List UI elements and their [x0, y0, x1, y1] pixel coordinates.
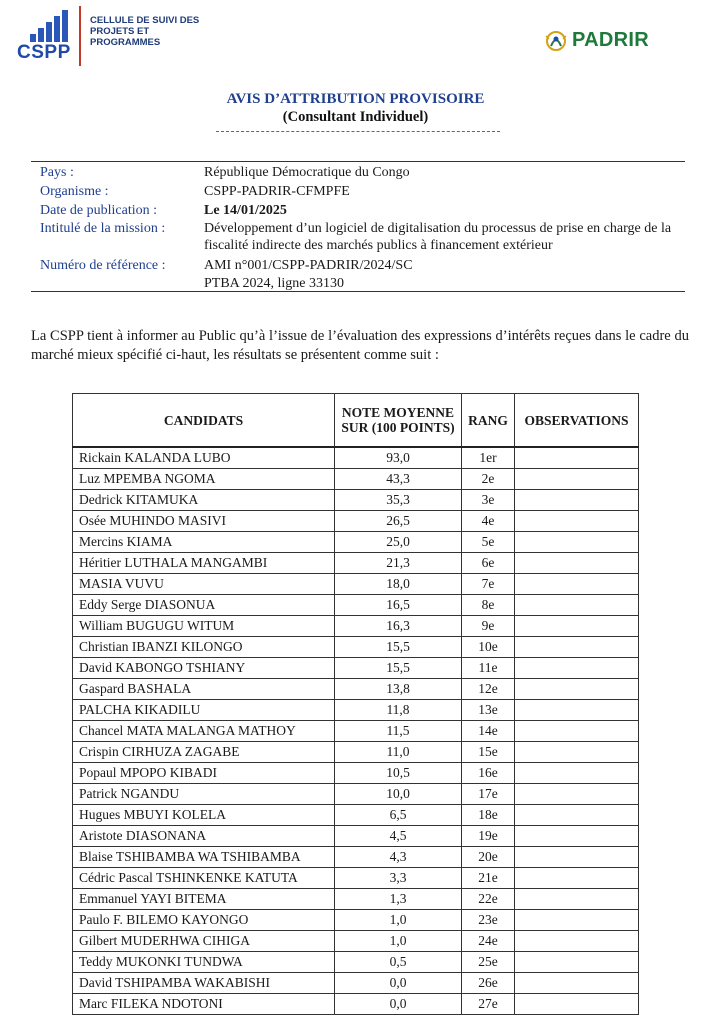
candidate-note: 26,5	[335, 511, 462, 532]
table-row	[73, 511, 639, 532]
candidate-rang: 10e	[462, 637, 515, 658]
candidate-name: Teddy MUKONKI TUNDWA	[73, 952, 335, 973]
table-row	[73, 910, 639, 931]
padrir-logo-text: PADRIR	[572, 29, 649, 51]
candidate-name: Gaspard BASHALA	[73, 679, 335, 700]
padrir-emblem-icon	[543, 30, 573, 52]
cspp-full-name: CELLULE DE SUIVI DES PROJETS ET PROGRAMMES	[90, 15, 200, 48]
table-row	[73, 469, 639, 490]
candidate-observations	[515, 700, 639, 721]
candidate-observations	[515, 469, 639, 490]
candidate-name: Luz MPEMBA NGOMA	[73, 469, 335, 490]
table-row	[73, 889, 639, 910]
header-rang: RANG	[462, 394, 515, 448]
candidate-note: 16,5	[335, 595, 462, 616]
candidate-observations	[515, 511, 639, 532]
table-row	[73, 658, 639, 679]
candidate-name: Gilbert MUDERHWA CIHIGA	[73, 931, 335, 952]
candidate-rang: 22e	[462, 889, 515, 910]
candidate-name: David TSHIPAMBA WAKABISHI	[73, 973, 335, 994]
candidate-note: 6,5	[335, 805, 462, 826]
candidate-observations	[515, 910, 639, 931]
table-row	[73, 595, 639, 616]
candidate-observations	[515, 616, 639, 637]
table-row	[73, 679, 639, 700]
candidate-rang: 9e	[462, 616, 515, 637]
candidate-name: Chancel MATA MALANGA MATHOY	[73, 721, 335, 742]
candidate-name: Osée MUHINDO MASIVI	[73, 511, 335, 532]
candidate-observations	[515, 805, 639, 826]
candidate-note: 10,5	[335, 763, 462, 784]
candidate-observations	[515, 826, 639, 847]
table-row	[73, 805, 639, 826]
candidate-observations	[515, 595, 639, 616]
candidate-rang: 26e	[462, 973, 515, 994]
candidate-rang: 16e	[462, 763, 515, 784]
candidate-rang: 20e	[462, 847, 515, 868]
organisme-label: Organisme :	[40, 184, 109, 199]
organisme-value: CSPP-PADRIR-CFMPFE	[204, 184, 350, 199]
candidate-observations	[515, 721, 639, 742]
candidate-name: Christian IBANZI KILONGO	[73, 637, 335, 658]
candidate-observations	[515, 931, 639, 952]
candidate-rang: 17e	[462, 784, 515, 805]
page-subtitle: (Consultant Individuel)	[282, 109, 429, 125]
candidate-observations	[515, 868, 639, 889]
candidate-rang: 6e	[462, 553, 515, 574]
candidate-name: Rickain KALANDA LUBO	[73, 447, 335, 469]
candidate-name: Aristote DIASONANA	[73, 826, 335, 847]
candidate-note: 15,5	[335, 637, 462, 658]
candidate-name: Mercins KIAMA	[73, 532, 335, 553]
candidate-rang: 1er	[462, 447, 515, 469]
info-bottom-rule	[31, 291, 685, 292]
candidate-observations	[515, 994, 639, 1015]
candidate-note: 3,3	[335, 868, 462, 889]
candidate-observations	[515, 447, 639, 469]
candidate-observations	[515, 658, 639, 679]
candidate-rang: 21e	[462, 868, 515, 889]
candidate-note: 18,0	[335, 574, 462, 595]
table-row	[73, 826, 639, 847]
table-row	[73, 490, 639, 511]
candidate-name: Héritier LUTHALA MANGAMBI	[73, 553, 335, 574]
candidate-note: 11,8	[335, 700, 462, 721]
header-note: NOTE MOYENNE SUR (100 POINTS)	[335, 394, 462, 448]
cspp-bars-icon	[30, 8, 80, 42]
candidate-note: 4,3	[335, 847, 462, 868]
candidate-rang: 3e	[462, 490, 515, 511]
candidate-name: Eddy Serge DIASONUA	[73, 595, 335, 616]
candidate-observations	[515, 784, 639, 805]
reference-value: AMI n°001/CSPP-PADRIR/2024/SC	[204, 258, 413, 273]
candidate-name: Popaul MPOPO KIBADI	[73, 763, 335, 784]
table-row	[73, 532, 639, 553]
candidate-rang: 8e	[462, 595, 515, 616]
candidate-note: 13,8	[335, 679, 462, 700]
candidate-note: 0,0	[335, 994, 462, 1015]
table-row	[73, 952, 639, 973]
candidate-name: William BUGUGU WITUM	[73, 616, 335, 637]
table-row	[73, 973, 639, 994]
info-top-rule	[31, 161, 685, 162]
candidate-name: MASIA VUVU	[73, 574, 335, 595]
date-label: Date de publication :	[40, 203, 158, 218]
candidate-name: David KABONGO TSHIANY	[73, 658, 335, 679]
candidate-rang: 14e	[462, 721, 515, 742]
candidate-name: Marc FILEKA NDOTONI	[73, 994, 335, 1015]
candidate-note: 43,3	[335, 469, 462, 490]
candidate-name: Emmanuel YAYI BITEMA	[73, 889, 335, 910]
candidate-rang: 24e	[462, 931, 515, 952]
candidate-observations	[515, 847, 639, 868]
cspp-logo-text: CSPP	[17, 42, 71, 63]
candidate-observations	[515, 532, 639, 553]
table-row	[73, 931, 639, 952]
date-value: Le 14/01/2025	[204, 203, 287, 218]
mission-label: Intitulé de la mission :	[40, 221, 166, 236]
candidate-rang: 25e	[462, 952, 515, 973]
table-row	[73, 742, 639, 763]
title-divider	[216, 131, 500, 132]
pays-label: Pays :	[40, 165, 74, 180]
candidate-name: Paulo F. BILEMO KAYONGO	[73, 910, 335, 931]
padrir-logo	[543, 30, 683, 52]
candidate-rang: 7e	[462, 574, 515, 595]
candidate-rang: 27e	[462, 994, 515, 1015]
candidate-name: Hugues MBUYI KOLELA	[73, 805, 335, 826]
candidate-observations	[515, 742, 639, 763]
table-row	[73, 721, 639, 742]
mission-value: Développement d’un logiciel de digitalisation du processus de prise en charge de la fiscalité indirecte des marchés publics à financement extérieur	[204, 221, 672, 253]
candidate-note: 1,3	[335, 889, 462, 910]
candidate-note: 93,0	[335, 447, 462, 469]
results-table-body	[73, 447, 639, 1015]
candidate-note: 35,3	[335, 490, 462, 511]
candidate-note: 1,0	[335, 910, 462, 931]
cspp-logo	[14, 6, 214, 68]
table-row	[73, 700, 639, 721]
results-table	[72, 393, 639, 1015]
candidate-rang: 2e	[462, 469, 515, 490]
pays-value: République Démocratique du Congo	[204, 165, 410, 180]
table-row	[73, 784, 639, 805]
table-row	[73, 553, 639, 574]
table-row	[73, 994, 639, 1015]
table-row	[73, 447, 639, 469]
ptba-value: PTBA 2024, ligne 33130	[204, 276, 345, 291]
candidate-note: 25,0	[335, 532, 462, 553]
candidate-name: Patrick NGANDU	[73, 784, 335, 805]
candidate-rang: 13e	[462, 700, 515, 721]
candidate-rang: 18e	[462, 805, 515, 826]
reference-label: Numéro de référence :	[40, 258, 166, 273]
candidate-note: 10,0	[335, 784, 462, 805]
candidate-observations	[515, 553, 639, 574]
table-row	[73, 847, 639, 868]
candidate-observations	[515, 889, 639, 910]
candidate-name: Cédric Pascal TSHINKENKE KATUTA	[73, 868, 335, 889]
candidate-note: 16,3	[335, 616, 462, 637]
candidate-observations	[515, 973, 639, 994]
candidate-rang: 11e	[462, 658, 515, 679]
candidate-name: Dedrick KITAMUKA	[73, 490, 335, 511]
candidate-note: 0,0	[335, 973, 462, 994]
candidate-observations	[515, 637, 639, 658]
candidate-note: 11,0	[335, 742, 462, 763]
candidate-note: 11,5	[335, 721, 462, 742]
table-row	[73, 616, 639, 637]
table-row	[73, 868, 639, 889]
candidate-note: 4,5	[335, 826, 462, 847]
candidate-name: PALCHA KIKADILU	[73, 700, 335, 721]
candidate-observations	[515, 679, 639, 700]
candidate-observations	[515, 574, 639, 595]
header-candidats: CANDIDATS	[73, 394, 335, 448]
candidate-rang: 12e	[462, 679, 515, 700]
candidate-rang: 19e	[462, 826, 515, 847]
logo-separator	[79, 6, 81, 66]
table-row	[73, 763, 639, 784]
candidate-note: 0,5	[335, 952, 462, 973]
table-header-row	[73, 394, 639, 448]
header-observations: OBSERVATIONS	[515, 394, 639, 448]
candidate-note: 21,3	[335, 553, 462, 574]
table-row	[73, 637, 639, 658]
candidate-name: Blaise TSHIBAMBA WA TSHIBAMBA	[73, 847, 335, 868]
candidate-rang: 23e	[462, 910, 515, 931]
candidate-rang: 5e	[462, 532, 515, 553]
candidate-rang: 4e	[462, 511, 515, 532]
candidate-note: 15,5	[335, 658, 462, 679]
candidate-name: Crispin CIRHUZA ZAGABE	[73, 742, 335, 763]
candidate-rang: 15e	[462, 742, 515, 763]
intro-paragraph: La CSPP tient à informer au Public qu’à l’issue de l’évaluation des expressions d’intérêts reçues dans le cadre du marché mieux spécifié ci-haut, les résultats se présentent comme suit :	[31, 328, 689, 363]
candidate-observations	[515, 952, 639, 973]
candidate-observations	[515, 763, 639, 784]
table-row	[73, 574, 639, 595]
candidate-note: 1,0	[335, 931, 462, 952]
page-title: AVIS D’ATTRIBUTION PROVISOIRE	[226, 91, 485, 107]
candidate-observations	[515, 490, 639, 511]
